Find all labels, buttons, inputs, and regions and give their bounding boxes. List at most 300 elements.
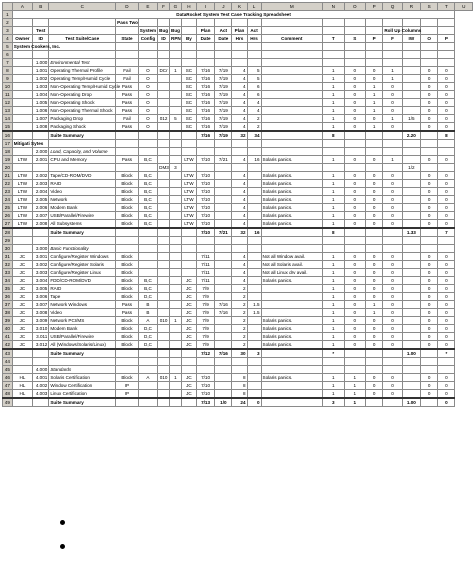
table-cell[interactable]: Non-Operating Temp/Humid Cycle xyxy=(50,83,121,89)
table-cell[interactable]: 7/10 xyxy=(196,212,214,220)
table-cell[interactable] xyxy=(158,237,170,245)
table-cell[interactable] xyxy=(181,253,196,261)
header-cell[interactable]: P xyxy=(366,35,383,43)
table-cell[interactable] xyxy=(247,245,261,253)
table-cell[interactable]: Block xyxy=(116,277,139,285)
table-cell[interactable]: 0 xyxy=(344,253,366,261)
table-cell[interactable] xyxy=(366,366,383,374)
table-cell[interactable]: 0 xyxy=(383,341,402,350)
header-cell[interactable]: IW xyxy=(402,35,420,43)
table-cell[interactable]: 5 xyxy=(247,75,261,83)
table-cell[interactable] xyxy=(402,269,420,277)
table-cell[interactable] xyxy=(158,228,170,237)
table-cell[interactable]: 7/21 xyxy=(215,156,232,164)
table-cell[interactable]: Basic Functionality xyxy=(49,245,116,253)
table-cell[interactable] xyxy=(181,148,196,156)
table-cell[interactable]: 1 xyxy=(322,212,344,220)
table-cell[interactable]: 1 xyxy=(322,261,344,269)
table-cell[interactable] xyxy=(215,148,232,156)
table-cell[interactable]: Non-Operating Thermal Shock xyxy=(49,107,116,115)
table-cell[interactable] xyxy=(232,59,247,67)
row-header[interactable]: 35 xyxy=(3,285,13,293)
table-cell[interactable]: 7/16 xyxy=(196,91,214,99)
table-cell[interactable]: 7/16 xyxy=(196,83,214,91)
table-cell[interactable] xyxy=(158,382,170,390)
column-header[interactable]: F xyxy=(158,3,170,11)
table-cell[interactable] xyxy=(116,245,139,253)
table-cell[interactable]: SC xyxy=(181,67,196,75)
table-cell[interactable] xyxy=(158,180,170,188)
table-cell[interactable]: 1 xyxy=(322,277,344,285)
table-cell[interactable] xyxy=(215,341,232,350)
table-cell[interactable] xyxy=(247,333,261,341)
table-cell[interactable] xyxy=(421,358,438,366)
header-cell[interactable]: By xyxy=(181,35,196,43)
table-cell[interactable] xyxy=(261,358,322,366)
header-cell[interactable] xyxy=(12,19,32,27)
row-header[interactable]: 10 xyxy=(3,83,13,91)
table-cell[interactable]: JC xyxy=(12,301,32,309)
table-cell[interactable] xyxy=(158,341,170,350)
table-cell[interactable] xyxy=(402,140,420,148)
table-cell[interactable] xyxy=(170,245,182,253)
table-cell[interactable]: D,C xyxy=(138,325,157,333)
table-cell[interactable]: 3 xyxy=(322,398,344,407)
table-cell[interactable] xyxy=(33,164,49,172)
row-header[interactable]: 13 xyxy=(3,107,13,115)
table-cell[interactable]: SC xyxy=(181,107,196,115)
table-cell[interactable]: 0 xyxy=(421,269,438,277)
table-cell[interactable]: 2.003 xyxy=(33,180,49,188)
table-cell[interactable] xyxy=(383,228,402,237)
table-cell[interactable] xyxy=(261,107,322,115)
table-cell[interactable]: 0 xyxy=(438,180,455,188)
table-cell[interactable] xyxy=(158,212,170,220)
table-cell[interactable] xyxy=(247,382,261,390)
table-cell[interactable]: 4 xyxy=(232,99,247,107)
table-cell[interactable]: 1 xyxy=(322,333,344,341)
table-cell[interactable]: LTW xyxy=(12,204,32,212)
row-header[interactable]: 47 xyxy=(3,382,13,390)
table-cell[interactable] xyxy=(158,325,170,333)
row-header[interactable]: 42 xyxy=(3,341,13,350)
table-cell[interactable]: 0 xyxy=(438,341,455,350)
table-cell[interactable]: 2 xyxy=(232,301,247,309)
table-cell[interactable]: 0 xyxy=(438,309,455,317)
table-cell[interactable]: 7/16 xyxy=(215,349,232,358)
table-cell[interactable] xyxy=(33,398,49,407)
header-cell[interactable]: F xyxy=(383,35,402,43)
table-cell[interactable]: 0 xyxy=(421,253,438,261)
header-cell[interactable]: Plan xyxy=(196,27,214,35)
table-cell[interactable] xyxy=(366,148,383,156)
table-cell[interactable]: SC xyxy=(181,75,196,83)
table-cell[interactable]: 0 xyxy=(421,123,438,132)
table-cell[interactable]: 0 xyxy=(438,301,455,309)
table-cell[interactable] xyxy=(261,148,322,156)
table-cell[interactable]: 7/21 xyxy=(215,228,232,237)
table-cell[interactable] xyxy=(247,196,261,204)
row-header[interactable]: 39 xyxy=(3,317,13,325)
table-cell[interactable]: 0 xyxy=(344,285,366,293)
table-cell[interactable] xyxy=(196,245,214,253)
table-cell[interactable] xyxy=(170,228,182,237)
table-cell[interactable] xyxy=(261,301,322,309)
table-cell[interactable] xyxy=(181,59,196,67)
table-cell[interactable]: Solaris panics. xyxy=(261,204,322,212)
table-cell[interactable] xyxy=(261,228,322,237)
table-cell[interactable] xyxy=(116,228,139,237)
table-cell[interactable]: 5 xyxy=(170,115,182,123)
table-cell[interactable] xyxy=(138,366,157,374)
table-cell[interactable]: 0 xyxy=(438,382,455,390)
table-cell[interactable]: 6 xyxy=(247,83,261,91)
table-cell[interactable] xyxy=(438,140,455,148)
table-cell[interactable]: 0 xyxy=(366,188,383,196)
table-cell[interactable]: 7/10 xyxy=(196,382,214,390)
header-cell[interactable] xyxy=(247,19,261,27)
table-cell[interactable]: 1 xyxy=(322,75,344,83)
column-header[interactable]: C xyxy=(49,3,116,11)
table-cell[interactable]: 1 xyxy=(383,67,402,75)
table-cell[interactable] xyxy=(232,51,247,59)
row-header[interactable]: 36 xyxy=(3,293,13,301)
table-cell[interactable]: 7/10 xyxy=(196,228,214,237)
table-cell[interactable]: 1 xyxy=(322,123,344,132)
table-cell[interactable] xyxy=(215,140,232,148)
table-cell[interactable] xyxy=(402,253,420,261)
table-cell[interactable]: 7/19 xyxy=(215,131,232,140)
table-cell[interactable]: 0 xyxy=(438,398,455,407)
table-cell[interactable]: 7/10 xyxy=(196,374,214,382)
table-cell[interactable]: 1 xyxy=(322,374,344,382)
table-cell[interactable] xyxy=(383,59,402,67)
table-cell[interactable] xyxy=(261,237,322,245)
row-header[interactable]: 5 xyxy=(3,43,13,51)
table-cell[interactable]: 010 xyxy=(158,374,170,382)
table-cell[interactable]: 0 xyxy=(383,374,402,382)
table-cell[interactable] xyxy=(322,59,344,67)
table-cell[interactable] xyxy=(196,164,214,172)
table-cell[interactable]: Block xyxy=(116,374,139,382)
table-cell[interactable]: 0 xyxy=(383,180,402,188)
table-cell[interactable]: 0 xyxy=(421,309,438,317)
table-cell[interactable]: 7/16 xyxy=(215,309,232,317)
table-cell[interactable]: 0 xyxy=(438,261,455,269)
table-cell[interactable]: 1 xyxy=(170,67,182,75)
header-cell[interactable]: Owner xyxy=(12,35,32,43)
row-header[interactable]: 7 xyxy=(3,59,13,67)
table-cell[interactable]: 0 xyxy=(421,67,438,75)
row-header[interactable]: 9 xyxy=(3,75,13,83)
table-cell[interactable]: 1 xyxy=(366,309,383,317)
table-cell[interactable]: Window Certification xyxy=(49,382,116,390)
table-cell[interactable]: 0 xyxy=(366,390,383,399)
table-cell[interactable] xyxy=(438,245,455,253)
table-cell[interactable]: JC xyxy=(181,301,196,309)
table-cell[interactable] xyxy=(170,237,182,245)
table-cell[interactable]: 1 xyxy=(322,309,344,317)
table-cell[interactable]: 0 xyxy=(438,333,455,341)
table-cell[interactable] xyxy=(261,83,322,91)
table-cell[interactable]: 1.005 xyxy=(33,99,49,107)
table-cell[interactable] xyxy=(366,358,383,366)
column-header[interactable]: Q xyxy=(383,3,402,11)
sheet-title[interactable]: DataRocket System Test Case Tracking Spreadsheet xyxy=(12,11,455,19)
header-cell[interactable] xyxy=(232,43,247,51)
table-cell[interactable]: 7/10 xyxy=(196,390,214,399)
table-cell[interactable] xyxy=(170,131,182,140)
header-cell[interactable] xyxy=(138,43,157,51)
table-cell[interactable] xyxy=(402,341,420,350)
table-cell[interactable]: Block xyxy=(116,188,139,196)
table-cell[interactable] xyxy=(12,123,32,132)
table-cell[interactable] xyxy=(138,261,157,269)
table-cell[interactable]: 7/9 xyxy=(196,293,214,301)
table-cell[interactable]: 0 xyxy=(366,156,383,164)
table-cell[interactable]: 1 xyxy=(344,382,366,390)
table-cell[interactable] xyxy=(33,51,49,59)
table-cell[interactable]: JC xyxy=(12,325,32,333)
table-cell[interactable] xyxy=(170,293,182,301)
table-cell[interactable] xyxy=(170,349,182,358)
table-cell[interactable]: 4.002 xyxy=(33,382,49,390)
table-cell[interactable]: 4 xyxy=(232,188,247,196)
table-cell[interactable] xyxy=(170,212,182,220)
table-cell[interactable]: O xyxy=(138,115,157,123)
table-cell[interactable] xyxy=(383,245,402,253)
table-cell[interactable]: D,C xyxy=(138,293,157,301)
table-cell[interactable]: 0 xyxy=(344,212,366,220)
table-cell[interactable] xyxy=(261,309,322,317)
table-cell[interactable] xyxy=(344,164,366,172)
header-cell[interactable]: Roll Up Columns xyxy=(384,27,422,33)
table-cell[interactable] xyxy=(215,204,232,212)
table-cell[interactable] xyxy=(215,317,232,325)
table-cell[interactable] xyxy=(383,140,402,148)
table-cell[interactable]: 0 xyxy=(366,180,383,188)
table-cell[interactable]: LTW xyxy=(12,180,32,188)
table-cell[interactable]: 0 xyxy=(421,285,438,293)
table-cell[interactable]: B,C xyxy=(138,172,157,180)
table-cell[interactable] xyxy=(421,131,438,140)
table-cell[interactable]: JC xyxy=(181,341,196,350)
table-cell[interactable]: 0 xyxy=(421,204,438,212)
table-cell[interactable]: 0 xyxy=(383,277,402,285)
table-cell[interactable]: 7/16 xyxy=(196,75,214,83)
table-cell[interactable]: 0 xyxy=(438,99,455,107)
table-cell[interactable]: Block xyxy=(116,333,139,341)
table-cell[interactable] xyxy=(215,188,232,196)
table-cell[interactable] xyxy=(322,245,344,253)
table-cell[interactable] xyxy=(33,237,49,245)
table-cell[interactable]: Solaris panics. xyxy=(261,196,322,204)
table-cell[interactable]: LTW xyxy=(12,220,32,229)
table-cell[interactable]: 0 xyxy=(438,172,455,180)
table-cell[interactable]: JC xyxy=(181,309,196,317)
table-cell[interactable]: 1.003 xyxy=(33,83,49,91)
table-cell[interactable]: 8 xyxy=(232,374,247,382)
table-cell[interactable] xyxy=(232,366,247,374)
table-cell[interactable]: JC xyxy=(12,333,32,341)
table-cell[interactable] xyxy=(402,333,420,341)
table-cell[interactable]: 3 xyxy=(170,164,182,172)
table-cell[interactable]: 0 xyxy=(383,325,402,333)
header-cell[interactable] xyxy=(181,43,196,51)
table-cell[interactable]: 0 xyxy=(438,188,455,196)
table-cell[interactable] xyxy=(215,285,232,293)
table-cell[interactable] xyxy=(138,131,157,140)
table-cell[interactable] xyxy=(232,164,247,172)
table-cell[interactable]: 0 xyxy=(383,188,402,196)
table-cell[interactable]: 7/19 xyxy=(215,99,232,107)
table-cell[interactable]: 0 xyxy=(366,115,383,123)
table-cell[interactable]: JC xyxy=(12,277,32,285)
table-cell[interactable]: A xyxy=(138,374,157,382)
table-cell[interactable]: 2 xyxy=(232,325,247,333)
table-cell[interactable]: 16 xyxy=(247,156,261,164)
table-cell[interactable] xyxy=(247,366,261,374)
table-cell[interactable]: 1.004 xyxy=(33,91,49,99)
table-cell[interactable] xyxy=(366,164,383,172)
table-cell[interactable] xyxy=(247,140,261,148)
table-cell[interactable] xyxy=(215,59,232,67)
table-cell[interactable] xyxy=(261,99,322,107)
table-cell[interactable] xyxy=(247,374,261,382)
table-cell[interactable]: 0 xyxy=(421,325,438,333)
table-cell[interactable]: Pass xyxy=(116,83,139,91)
table-cell[interactable]: 0 xyxy=(438,285,455,293)
table-cell[interactable]: 1 xyxy=(322,99,344,107)
table-cell[interactable] xyxy=(402,188,420,196)
table-cell[interactable] xyxy=(138,382,157,390)
table-cell[interactable]: 7/9 xyxy=(196,301,214,309)
table-cell[interactable] xyxy=(402,382,420,390)
table-cell[interactable] xyxy=(12,366,32,374)
header-cell[interactable]: RPN xyxy=(171,35,181,41)
header-cell[interactable]: Date xyxy=(215,35,232,43)
row-header[interactable]: 12 xyxy=(3,99,13,107)
table-cell[interactable] xyxy=(181,269,196,277)
table-cell[interactable]: 6 xyxy=(247,91,261,99)
table-cell[interactable]: Solaris panics. xyxy=(261,341,322,350)
table-cell[interactable]: 7/10 xyxy=(196,156,214,164)
table-cell[interactable]: Suite Summary xyxy=(49,131,116,140)
table-cell[interactable]: SC xyxy=(181,123,196,132)
column-header[interactable]: L xyxy=(247,3,261,11)
table-cell[interactable]: JC xyxy=(12,293,32,301)
table-cell[interactable]: 8 xyxy=(438,131,455,140)
table-cell[interactable] xyxy=(170,196,182,204)
table-cell[interactable] xyxy=(170,366,182,374)
table-cell[interactable]: RAID xyxy=(49,285,116,293)
table-cell[interactable] xyxy=(116,164,139,172)
table-cell[interactable]: 4 xyxy=(232,67,247,75)
table-cell[interactable]: 1 xyxy=(383,156,402,164)
header-cell[interactable] xyxy=(158,19,170,27)
table-cell[interactable]: 1.00 xyxy=(402,398,420,407)
table-cell[interactable]: 3.003 xyxy=(33,269,49,277)
table-cell[interactable] xyxy=(170,277,182,285)
table-cell[interactable]: 0 xyxy=(383,212,402,220)
table-cell[interactable]: 0 xyxy=(383,123,402,132)
table-cell[interactable]: 0 xyxy=(421,107,438,115)
table-cell[interactable] xyxy=(181,261,196,269)
table-cell[interactable]: 1 xyxy=(344,374,366,382)
table-cell[interactable]: 0 xyxy=(438,196,455,204)
table-cell[interactable]: 0 xyxy=(438,123,455,132)
table-cell[interactable] xyxy=(261,59,322,67)
table-cell[interactable]: 0 xyxy=(344,220,366,229)
table-cell[interactable] xyxy=(138,51,157,59)
row-header[interactable]: 28 xyxy=(3,228,13,237)
table-cell[interactable] xyxy=(261,123,322,132)
table-cell[interactable]: JC xyxy=(181,293,196,301)
table-cell[interactable] xyxy=(247,269,261,277)
header-cell[interactable]: Hrs xyxy=(232,35,247,43)
table-cell[interactable] xyxy=(402,75,420,83)
table-cell[interactable]: 4 xyxy=(232,220,247,229)
table-cell[interactable]: 7/19 xyxy=(215,75,232,83)
table-cell[interactable] xyxy=(138,237,157,245)
table-cell[interactable]: Pass xyxy=(116,301,139,309)
header-cell[interactable] xyxy=(383,19,402,27)
table-cell[interactable]: 0 xyxy=(366,212,383,220)
row-header[interactable]: 29 xyxy=(3,237,13,245)
header-cell[interactable] xyxy=(215,43,232,51)
header-cell[interactable] xyxy=(232,19,247,27)
table-cell[interactable] xyxy=(181,358,196,366)
header-cell[interactable]: Plan xyxy=(232,27,247,35)
table-cell[interactable]: B,C xyxy=(138,212,157,220)
table-cell[interactable]: 0 xyxy=(421,115,438,123)
header-cell[interactable]: S xyxy=(344,35,366,43)
table-cell[interactable] xyxy=(12,131,32,140)
table-cell[interactable]: SC xyxy=(181,99,196,107)
table-cell[interactable] xyxy=(344,131,366,140)
table-cell[interactable]: Suite Summary xyxy=(49,398,116,407)
row-header[interactable]: 6 xyxy=(3,51,13,59)
table-cell[interactable] xyxy=(247,172,261,180)
header-cell[interactable]: System Cookers, Inc. xyxy=(13,43,61,49)
table-cell[interactable]: JC xyxy=(181,390,196,399)
table-cell[interactable]: 0 xyxy=(438,75,455,83)
table-cell[interactable]: B,C xyxy=(138,220,157,229)
table-cell[interactable] xyxy=(344,245,366,253)
table-cell[interactable] xyxy=(383,366,402,374)
table-cell[interactable]: Block xyxy=(116,325,139,333)
table-cell[interactable] xyxy=(438,164,455,172)
table-cell[interactable]: JC xyxy=(181,382,196,390)
table-cell[interactable]: RAID xyxy=(49,180,116,188)
table-cell[interactable]: SC xyxy=(181,91,196,99)
table-cell[interactable] xyxy=(261,390,322,399)
table-cell[interactable] xyxy=(158,91,170,99)
table-cell[interactable] xyxy=(247,212,261,220)
table-cell[interactable] xyxy=(421,349,438,358)
table-cell[interactable] xyxy=(366,131,383,140)
table-cell[interactable] xyxy=(344,59,366,67)
table-cell[interactable]: 0 xyxy=(421,212,438,220)
table-cell[interactable]: 0 xyxy=(344,107,366,115)
table-cell[interactable]: USB/Parallel/Firewire xyxy=(49,212,116,220)
table-cell[interactable]: IP xyxy=(116,390,139,399)
table-cell[interactable]: 7/19 xyxy=(215,67,232,75)
table-cell[interactable] xyxy=(383,51,402,59)
table-cell[interactable]: 0 xyxy=(344,317,366,325)
table-cell[interactable] xyxy=(33,358,49,366)
table-cell[interactable] xyxy=(261,67,322,75)
